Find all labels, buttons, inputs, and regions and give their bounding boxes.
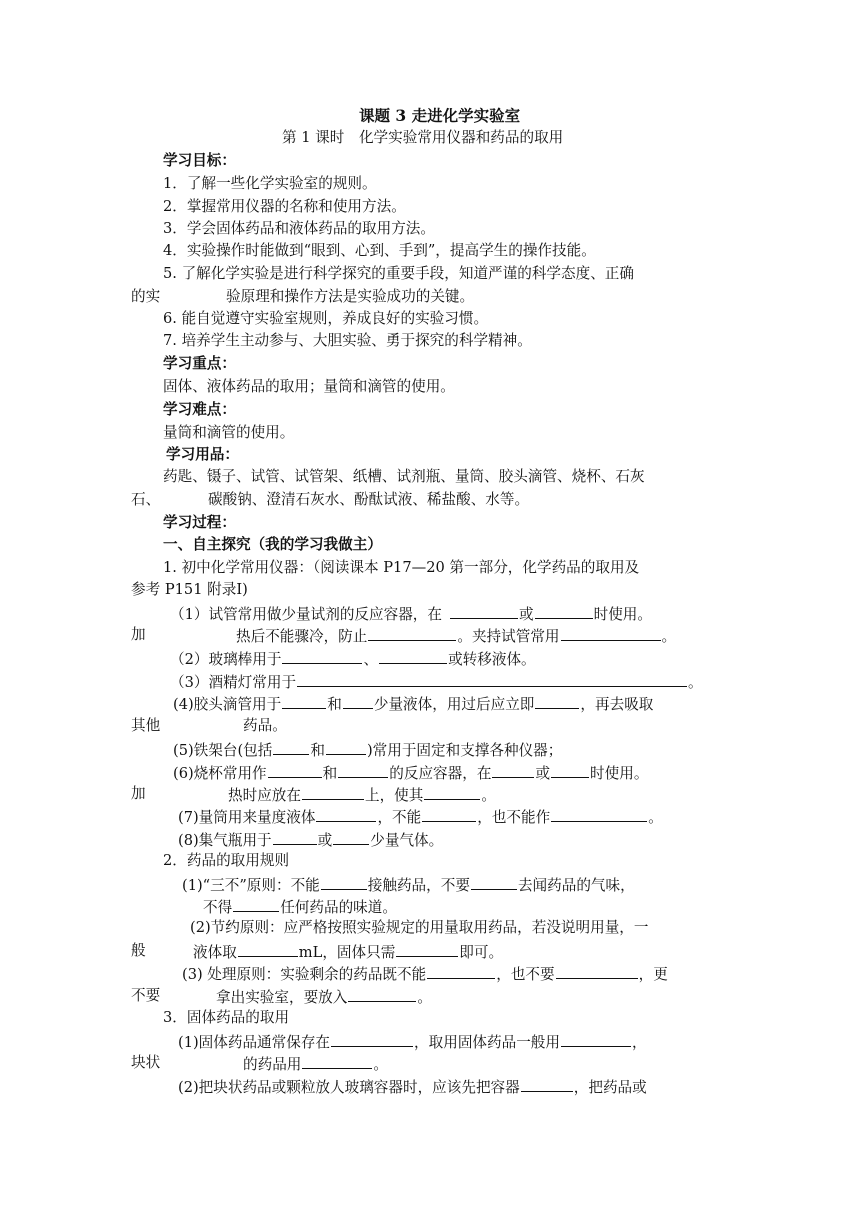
fill-blank[interactable] <box>450 603 518 619</box>
objective-item: 5. 了解化学实验是进行科学探究的重要手段，知道严谨的科学态度、正确 <box>163 265 634 282</box>
fill-blank[interactable] <box>273 829 317 845</box>
rule-item-cont: 拿出实验室，要放入 。 <box>216 986 432 1008</box>
page-subtitle: 第 1 课时 化学实验常用仪器和药品的取用 <box>282 129 564 146</box>
objective-item-cont: 的实 <box>131 288 161 305</box>
objective-item: 4．实验操作时能做到“眼到、心到、手到”，提高学生的操作技能。 <box>163 242 596 259</box>
solid-item-cont: 块状 <box>131 1054 161 1071</box>
rule-item: (1)“三不”原则：不能 接触药品，不要 去闻药品的气味， <box>182 874 635 896</box>
fill-blank[interactable] <box>326 739 366 755</box>
fill-blank[interactable] <box>297 671 687 687</box>
process-heading: 学习过程： <box>163 514 236 531</box>
instrument-item: （1）试管常用做少量试剂的反应容器，在 或 时使用。 <box>170 603 652 625</box>
fill-blank[interactable] <box>424 784 480 800</box>
fill-blank[interactable] <box>333 829 369 845</box>
focus-heading: 学习重点： <box>163 355 236 372</box>
instrument-item: (5)铁架台(包括 和 )常用于固定和支撑各种仪器； <box>173 739 562 761</box>
fill-blank[interactable] <box>561 1031 631 1047</box>
fill-blank[interactable] <box>233 896 279 912</box>
solid-item: (2)把块状药品或颗粒放人玻璃容器时，应该先把容器 ，把药品或 <box>178 1076 647 1098</box>
solid-item-cont: 的药品用 。 <box>243 1053 388 1075</box>
supplies-text: 碳酸钠、澄清石灰水、酚酞试液、稀盐酸、水等。 <box>208 491 530 508</box>
objectives-heading: 学习目标： <box>163 152 236 169</box>
objective-item: 1．了解一些化学实验室的规则。 <box>163 175 377 192</box>
fill-blank[interactable] <box>471 874 517 890</box>
fill-blank[interactable] <box>321 874 367 890</box>
solid-item: (1)固体药品通常保存在 ，取用固体药品一般用 ， <box>178 1031 647 1053</box>
question-2: 2．药品的取用规则 <box>163 852 290 869</box>
fill-blank[interactable] <box>556 963 638 979</box>
rule-item-cont: 不得 任何药品的味道。 <box>203 896 397 918</box>
instrument-item: (6)烧杯常用作 和 的反应容器，在 或 时使用。 <box>173 762 648 784</box>
page-title: 课题 3 走进化学实验室 <box>359 106 521 125</box>
question-1-cont: 参考 P151 附录Ⅰ) <box>131 581 248 598</box>
instrument-item-cont: 加 <box>131 785 146 802</box>
fill-blank[interactable] <box>302 1053 372 1069</box>
objective-item: 7. 培养学生主动参与、大胆实验、勇于探究的科学精神。 <box>163 332 532 349</box>
objective-item: 2．掌握常用仪器的名称和使用方法。 <box>163 198 406 215</box>
supplies-text: 石、 <box>131 491 161 508</box>
instrument-item: (8)集气瓶用于 或 少量气体。 <box>178 829 443 851</box>
fill-blank[interactable] <box>273 739 309 755</box>
fill-blank[interactable] <box>379 648 447 664</box>
instrument-item-cont: 其他 <box>131 717 161 734</box>
fill-blank[interactable] <box>368 625 456 641</box>
fill-blank[interactable] <box>282 693 326 709</box>
rule-item-cont: 液体取 mL，固体只需 即可。 <box>193 941 503 963</box>
instrument-item-cont: 加 <box>131 626 146 643</box>
supplies-text: 药匙、镊子、试管、试管架、纸槽、试剂瓶、量筒、胶头滴管、烧杯、石灰 <box>163 468 645 485</box>
instrument-item: （2）玻璃棒用于 、 或转移液体。 <box>170 648 536 670</box>
objective-item: 6. 能自觉遵守实验室规则，养成良好的实验习惯。 <box>163 310 489 327</box>
instrument-item: （3）酒精灯常用于 。 <box>170 671 703 693</box>
instrument-item-cont: 热后不能骤冷，防止 。夹持试管常用 。 <box>236 625 676 647</box>
fill-blank[interactable] <box>268 762 322 778</box>
question-3: 3．固体药品的取用 <box>163 1009 290 1026</box>
instrument-item: (7)量筒用来量度液体 ，不能 ，也不能作 。 <box>178 806 663 828</box>
fill-blank[interactable] <box>427 963 495 979</box>
objective-item-cont: 验原理和操作方法是实验成功的关键。 <box>226 288 475 305</box>
fill-blank[interactable] <box>348 986 416 1002</box>
fill-blank[interactable] <box>521 1076 573 1092</box>
fill-blank[interactable] <box>422 806 476 822</box>
fill-blank[interactable] <box>561 625 661 641</box>
fill-blank[interactable] <box>331 1031 413 1047</box>
fill-blank[interactable] <box>535 603 593 619</box>
section-heading: 一、自主探究（我的学习我做主） <box>163 536 382 553</box>
fill-blank[interactable] <box>535 693 579 709</box>
instrument-item-cont: 热时应放在 上，使其 。 <box>228 784 496 806</box>
fill-blank[interactable] <box>238 941 298 957</box>
rule-item-cont: 般 <box>131 942 146 959</box>
fill-blank[interactable] <box>551 806 647 822</box>
instrument-item: (4)胶头滴管用于 和 少量液体，用过后应立即 ，再去吸取 <box>173 693 653 715</box>
rule-item-cont: 不要 <box>131 987 161 1004</box>
fill-blank[interactable] <box>282 648 362 664</box>
focus-text: 固体、液体药品的取用；量筒和滴管的使用。 <box>163 378 455 395</box>
difficulty-heading: 学习难点： <box>163 401 236 418</box>
difficulty-text: 量筒和滴管的使用。 <box>163 424 295 441</box>
fill-blank[interactable] <box>302 784 364 800</box>
instrument-item-cont: 药品。 <box>243 717 287 734</box>
fill-blank[interactable] <box>338 762 388 778</box>
fill-blank[interactable] <box>343 693 373 709</box>
fill-blank[interactable] <box>396 941 458 957</box>
fill-blank[interactable] <box>316 806 376 822</box>
fill-blank[interactable] <box>492 762 534 778</box>
fill-blank[interactable] <box>551 762 589 778</box>
rule-item: (3) 处理原则：实验剩余的药品既不能 ，也不要 ，更 <box>182 963 668 985</box>
question-1: 1. 初中化学常用仪器：（阅读课本 P17—20 第一部分，化学药品的取用及 <box>163 559 640 576</box>
objective-item: 3．学会固体药品和液体药品的取用方法。 <box>163 220 435 237</box>
supplies-heading: 学习用品： <box>166 446 239 463</box>
rule-item: (2)节约原则：应严格按照实验规定的用量取用药品，若没说明用量，一 <box>190 919 649 936</box>
